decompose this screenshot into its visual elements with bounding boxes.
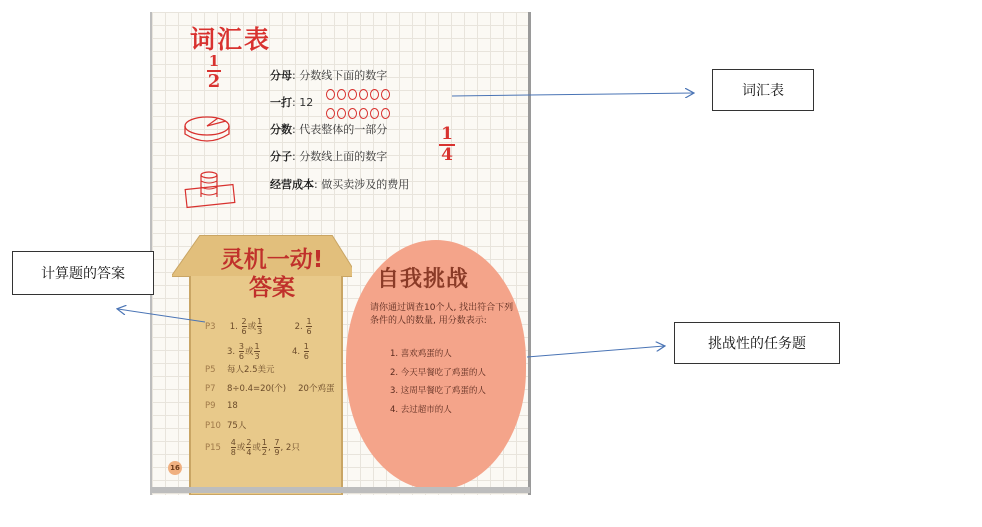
answer-p3-row1: P3 1. $\frac{2}{6}$ 或 $\frac{1}{3}$ 2. $\frac{1}{6}$ <box>205 317 312 336</box>
vocab-item: 经营成本: 做买卖涉及的费用 <box>270 178 410 191</box>
answer-p9: P9 18 <box>205 401 238 411</box>
list-item: 4. 去过超市的人 <box>390 404 452 415</box>
callout-vocab: 词汇表 <box>712 69 814 111</box>
challenge-arrow <box>527 346 664 357</box>
answer-p5: P5 每人2.5美元 <box>205 365 275 375</box>
answers-arrow <box>118 309 205 322</box>
list-item: 2. 今天早餐吃了鸡蛋的人 <box>390 367 486 378</box>
list-item: 3. 这周早餐吃了鸡蛋的人 <box>390 386 486 396</box>
answer-p7: P7 8÷0.4=20(个) 20个鸡蛋 <box>205 384 335 394</box>
challenge-title: 自我挑战 <box>377 267 470 292</box>
callout-challenge: 挑战性的任务题 <box>674 322 840 364</box>
page-number: 16 <box>168 461 182 475</box>
vocab-arrow <box>452 93 693 96</box>
callout-answers: 计算题的答案 <box>12 251 154 295</box>
list-item: 1. 喜欢鸡蛋的人 <box>390 349 452 359</box>
half-fraction-icon: 1 2 <box>207 52 221 92</box>
vocab-item: 分子: 分数线上面的数字 <box>270 150 388 163</box>
answer-sign-title: 灵机一动! 答案 <box>220 247 324 301</box>
answer-p3-row2: 3. $\frac{3}{6}$ 或 $\frac{1}{3}$ 4. $\frac{1}{6}$ <box>227 342 309 361</box>
answer-p10: P10 75人 <box>205 421 247 431</box>
answer-p15: P15 $\frac{4}{8}$ 或 $\frac{2}{4}$ 或 $\frac{1}{2}$ , $\frac{7}{9}$ , 2只 <box>205 438 300 457</box>
quarter-fraction-icon: 1 4 <box>439 126 455 164</box>
vocab-title: 词汇表 <box>190 25 272 54</box>
vocab-item: 一打: 12 <box>270 96 314 109</box>
vocab-item: 分母: 分数线下面的数字 <box>270 69 388 82</box>
challenge-intro: 请你通过调查10个人, 找出符合下列条件的人的数量, 用分数表示: <box>370 303 514 326</box>
vocab-item: 分数: 代表整体的一部分 <box>270 123 388 136</box>
